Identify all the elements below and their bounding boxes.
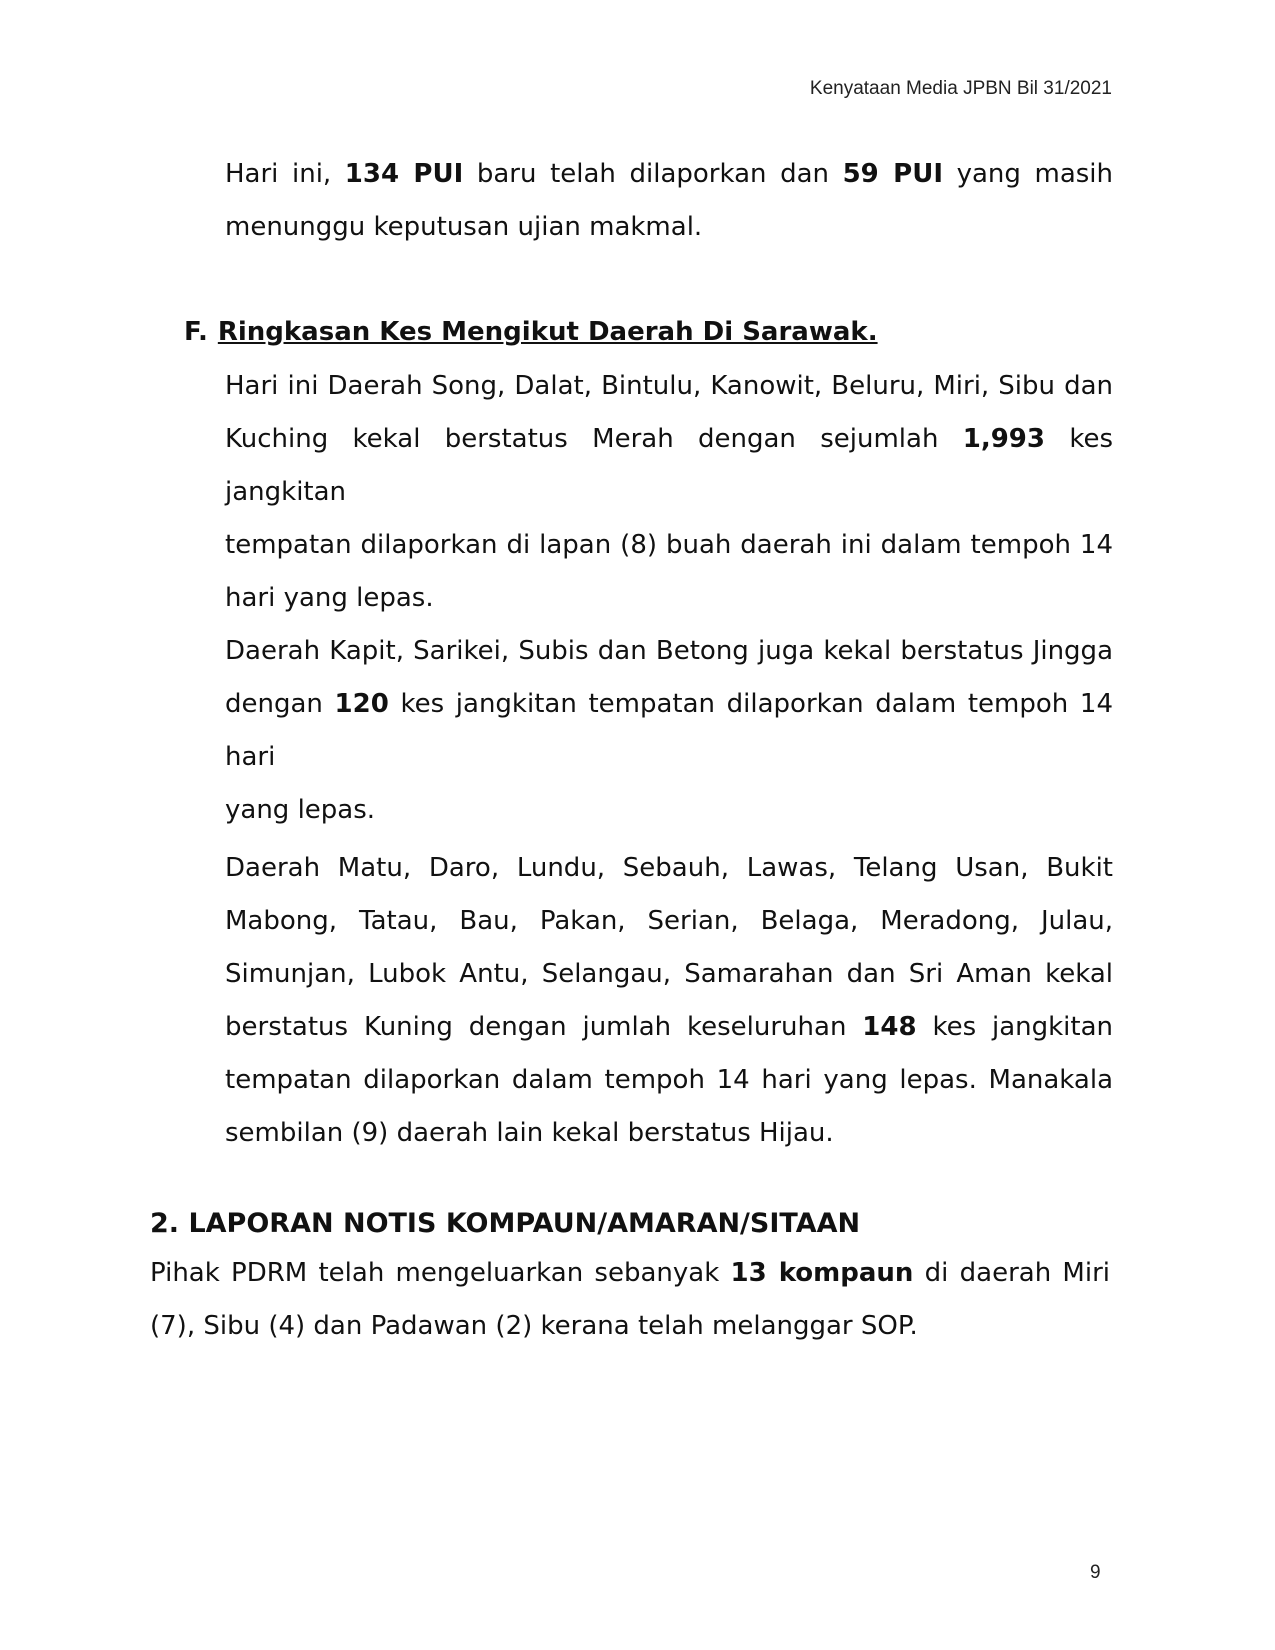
kompaun-count: 13 kompaun	[730, 1258, 914, 1288]
kuning-line-2: Mabong, Tatau, Bau, Pakan, Serian, Belaga, Meradong, Julau,	[225, 906, 1113, 936]
jingga-line-1: Daerah Kapit, Sarikei, Subis dan Betong juga kekal berstatus Jingga	[225, 636, 1113, 666]
section-2-heading: 2. LAPORAN NOTIS KOMPAUN/AMARAN/SITAAN	[150, 1208, 861, 1239]
kuning-line-3: Simunjan, Lubok Antu, Selangau, Samarahan dan Sri Aman kekal	[225, 959, 1113, 989]
section-f-marker: F.	[184, 317, 208, 347]
merah-line-1: Hari ini Daerah Song, Dalat, Bintulu, Kanowit, Beluru, Miri, Sibu dan	[225, 371, 1113, 401]
jingga-line-2: dengan 120 kes jangkitan tempatan dilaporkan dalam tempoh 14 hari	[225, 689, 1113, 772]
kuning-case-count: 148	[862, 1012, 917, 1042]
merah-line-2: Kuching kekal berstatus Merah dengan sejumlah 1,993 kes jangkitan	[225, 424, 1113, 507]
kompaun-line-2: (7), Sibu (4) dan Padawan (2) kerana telah melanggar SOP.	[150, 1311, 918, 1341]
kompaun-line-1: Pihak PDRM telah mengeluarkan sebanyak 13 kompaun di daerah Miri	[150, 1258, 1110, 1288]
pui-line-2: menunggu keputusan ujian makmal.	[225, 212, 703, 242]
kuning-line-5: tempatan dilaporkan dalam tempoh 14 hari yang lepas. Manakala	[225, 1065, 1113, 1095]
paragraph-merah	[225, 360, 1113, 625]
pui-line-1: Hari ini, 134 PUI baru telah dilaporkan dan 59 PUI yang masih	[225, 159, 1113, 189]
paragraph-kuning	[225, 842, 1113, 1160]
section-f-heading	[184, 306, 878, 359]
kuning-line-6: sembilan (9) daerah lain kekal berstatus Hijau.	[225, 1118, 834, 1148]
pui-paragraph	[225, 148, 1113, 254]
merah-case-count: 1,993	[962, 424, 1045, 454]
pui-new-count: 134 PUI	[344, 159, 464, 189]
paragraph-jingga	[225, 625, 1113, 837]
page-number: 9	[1090, 1562, 1101, 1583]
jingga-line-3: yang lepas.	[225, 795, 376, 825]
pui-pending-count: 59 PUI	[842, 159, 943, 189]
kompaun-paragraph	[150, 1247, 1110, 1353]
jingga-case-count: 120	[334, 689, 389, 719]
kuning-line-4: berstatus Kuning dengan jumlah keseluruhan 148 kes jangkitan	[225, 1012, 1113, 1042]
kuning-line-1: Daerah Matu, Daro, Lundu, Sebauh, Lawas, Telang Usan, Bukit	[225, 853, 1113, 883]
merah-line-3: tempatan dilaporkan di lapan (8) buah daerah ini dalam tempoh 14	[225, 530, 1113, 560]
section-f-title: Ringkasan Kes Mengikut Daerah Di Sarawak.	[217, 317, 878, 347]
merah-line-4: hari yang lepas.	[225, 583, 434, 613]
document-header: Kenyataan Media JPBN Bil 31/2021	[809, 78, 1112, 99]
